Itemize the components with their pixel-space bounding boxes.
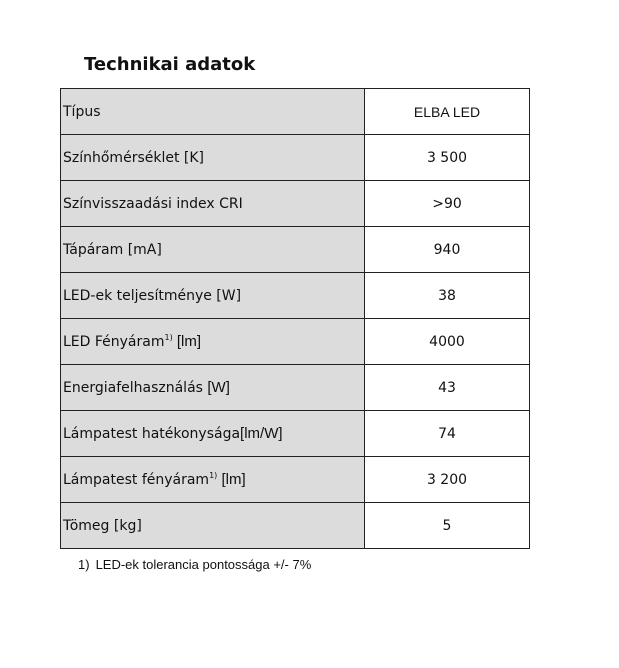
technical-data-table xyxy=(60,88,530,549)
row-label-cell xyxy=(61,181,365,227)
row-label: Színhőmérséklet [K] xyxy=(63,150,205,166)
row-value-cell: 43 xyxy=(365,365,530,411)
row-value-cell: 4000 xyxy=(365,319,530,365)
row-value-cell: >90 xyxy=(365,181,530,227)
table-row xyxy=(61,411,530,457)
row-value-cell: 5 xyxy=(365,503,530,549)
footnote-text: LED-ek tolerancia pontossága +/- 7% xyxy=(95,557,312,572)
row-label-cell xyxy=(61,411,365,457)
table-header-row xyxy=(61,89,530,135)
row-label-cell xyxy=(61,135,365,181)
table-row xyxy=(61,503,530,549)
row-unit: [W] xyxy=(207,379,230,396)
row-value-cell: 74 xyxy=(365,411,530,457)
row-value-cell: 3 200 xyxy=(365,457,530,503)
table-row xyxy=(61,319,530,365)
row-label: Lámpatest fényáram xyxy=(63,472,210,488)
row-label-cell xyxy=(61,457,365,503)
row-unit: [lm] xyxy=(217,471,246,488)
table-row xyxy=(61,457,530,503)
header-label-cell: Típus xyxy=(61,89,365,135)
table-row xyxy=(61,181,530,227)
row-label: Lámpatest hatékonysága xyxy=(63,426,241,442)
row-label: LED-ek teljesítménye [W] xyxy=(63,288,242,304)
page-title: Technikai adatok xyxy=(84,54,256,75)
row-label: Tömeg [kg] xyxy=(63,518,142,534)
row-label: Tápáram [mA] xyxy=(63,242,162,258)
footnote xyxy=(78,557,311,572)
row-value-cell: 3 500 xyxy=(365,135,530,181)
row-label: Energiafelhasználás xyxy=(63,380,208,396)
row-label-cell xyxy=(61,365,365,411)
row-label-cell xyxy=(61,273,365,319)
header-value-cell: ELBA LED xyxy=(365,89,530,135)
row-label: LED Fényáram xyxy=(63,334,165,350)
table-row xyxy=(61,227,530,273)
table-row xyxy=(61,273,530,319)
row-label-cell xyxy=(61,227,365,273)
table-row xyxy=(61,365,530,411)
row-footnote-marker: 1) xyxy=(164,333,173,342)
row-label-cell xyxy=(61,319,365,365)
row-value-cell: 38 xyxy=(365,273,530,319)
row-unit: [lm] xyxy=(172,333,202,350)
row-label: Színvisszaadási index CRI xyxy=(63,196,243,212)
footnote-number: 1) xyxy=(78,557,90,572)
row-unit: [lm/W] xyxy=(240,425,283,442)
row-footnote-marker: 1) xyxy=(209,471,218,480)
table-row xyxy=(61,135,530,181)
row-label-cell xyxy=(61,503,365,549)
row-value-cell: 940 xyxy=(365,227,530,273)
